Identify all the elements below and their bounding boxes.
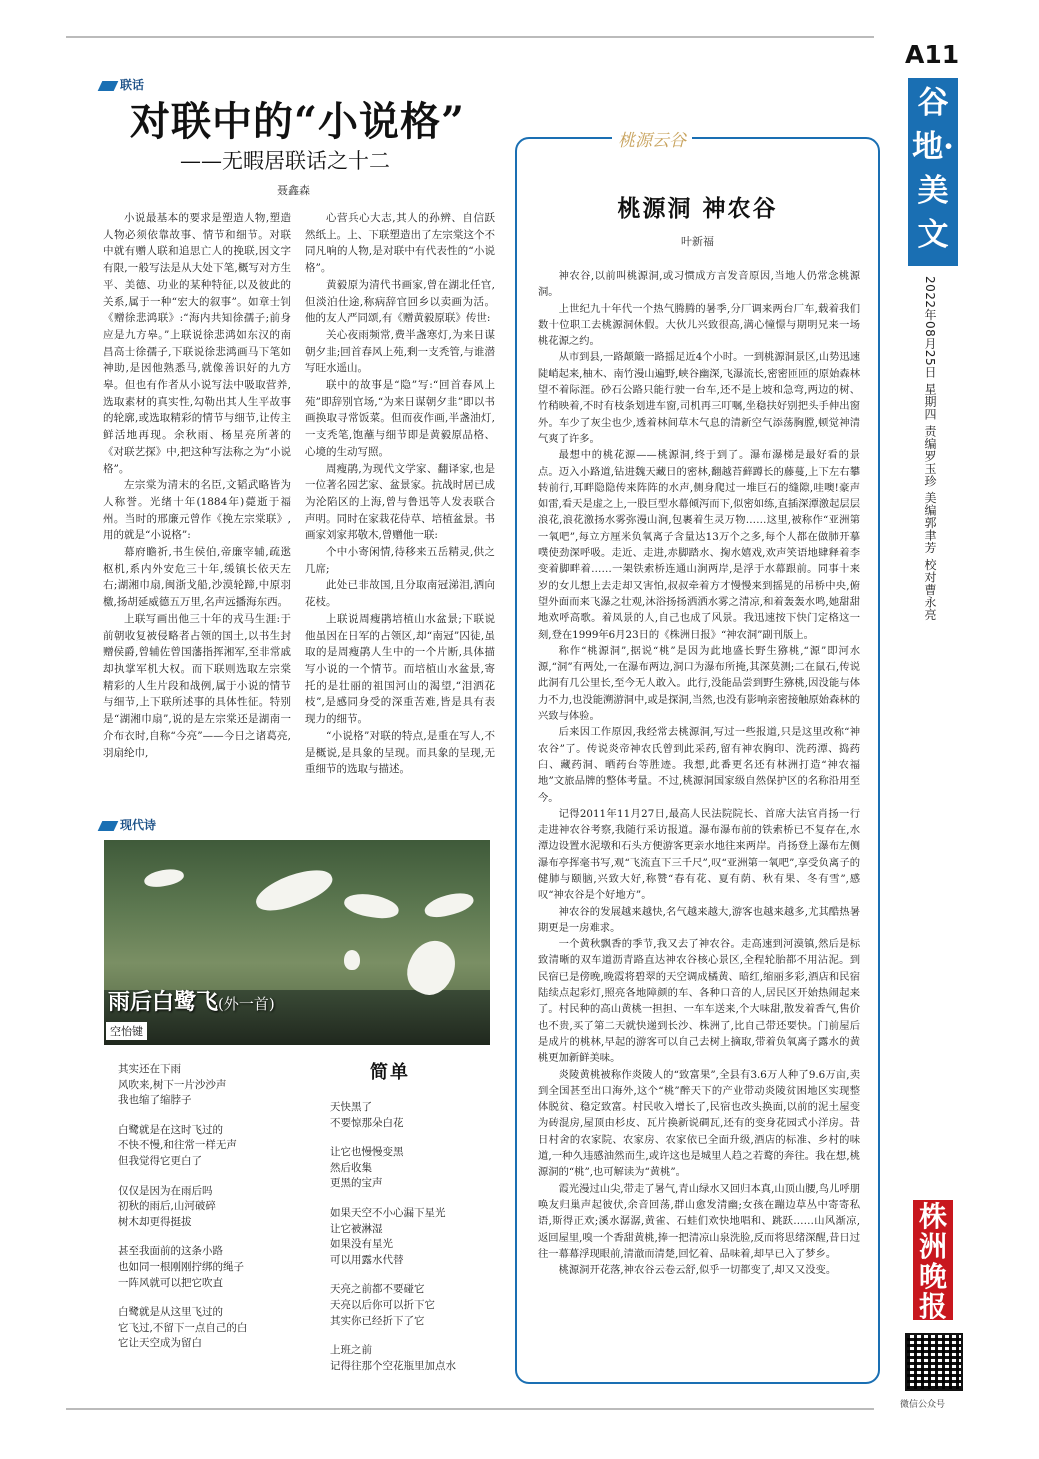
poem-line: 如果天空不小心漏下星光 — [330, 1206, 446, 1219]
poem-line: 其实还在下雨 — [118, 1063, 181, 1075]
poem-author: 空怡键 — [106, 1022, 147, 1040]
article-author: 聂鑫森 — [277, 184, 310, 197]
bottom-rule — [66, 1408, 874, 1410]
poem-line: 记得往那个空花瓶里加点水 — [330, 1359, 456, 1372]
poem-line: 不要惊那朵白花 — [330, 1116, 404, 1129]
top-rule — [66, 36, 874, 38]
essay-body: 神农谷,以前叫桃源洞,或习惯成方言发音原因,当地人仍常念桃源洞。 上世纪九十年代一个热气腾腾的暑季,分厂调来两台厂车,载着我们数十位职工去桃源洞休假。大伙儿兴致很高,满心憧憬与期明兄来一场桃花源之约。 从市到县,一路颠簸一路摇足近4个小时。一到桃源洞景区,山势迅速陡峭起来,柚木、南竹漫山遍野,峡谷幽深,飞瀑流长,密密匝匝的原始森林望不着际涯。砂石公路只能行驶一台车,还不是上坡和急弯,两边的树、竹稍映着,不时有枝条划进车窗,司机再三叮嘱,坐稳扶好别把头手伸出窗外。车少了灰尘也少,透着林间草木气息的清新空气添荡胸膛,顿觉神清气爽了许多。 最想中的桃花源——桃源洞,终于到了。瀑布瀑梯是最好看的景点。迈入小路道,钻进魏天藏日的密林,翻越苔藓蹲长的藤蔓,上下左右攀转前行,耳畔隐隐传来阵阵的水声,侧身爬过一堆巨石的缝隙,哇噢!豪声如雷,看天是虚之上,一股巨型水幕倾泻而下,似密如练,直插深潭激起层层浪花,浪花激扬水雾弥漫山涧,包裹着生灵万物……这里,被称作“亚洲第一氧吧”,每立方厘米负氧离子含量达13万个之多,每个人都在做肺开摹噗使劲深呼吸。走近、走进,赤脚踏水、掬水嬉戏,欢声笑语地肆释着李变着脚畔着……一架铁索桥连通山涧两岸,是浮于水幕跟前。同事十来岁的女儿想上去走却又害怕,叔叔牵着方才慢慢来到摇晃的吊桥中央,俯望外面而来飞瀑之壮观,沐浴扬扬洒洒水雾之清凉,和着轰轰水鸣,她甜甜地欢呼高歌。着凤景的人,自己也成了风景。我迅速按下快门定格这一刻,登在1999年6月23日的《株洲日报》“神农洞”副刊版上。 称作“桃源洞”,据说“桃”是因为此地盛长野生猕桃,“源”即河水源,“洞”有两处,一在瀑布两边,洞口为瀑布所掩,其深莫测;二在鼠石,传说此洞有几公里长,至今无人敢入。此行,没能品尝到野生猕桃,因没能与体力不力,也没能溯游洞中,或是探洞,当然,也没有影响亲密接触原始森林的兴致与体验。 后来因工作原因,我经常去桃源洞,写过一些报道,只是这里改称“神农谷”了。传说炎帝神农氏曾到此采药,留有神农胸印、洗药潭、捣药臼、藏药洞、晒药台等胜迹。我想,此番更名还有林洲打造“神农福地”文旅品牌的整体考量。不过,桃源洞国家级自然保护区的名称沿用至今。 记得2011年11月27日,最高人民法院院长、首席大法官肖扬一行走进神农谷考察,我随行采访报道。瀑布瀑布前的铁索桥已不复存在,水潭边设置水泥墩和石头方便游客更亲水地往来两岸。肖扬登上瀑布左侧瀑布亭挥毫书写,观“飞流直下三千尺”,叹“亚洲第一氧吧”,享受负离子的健肺与颐脑,兴致大好,称赞“春有花、夏有荫、秋有果、冬有雪”,感叹“神农谷是个好地方”。 神农谷的发展越来越快,名气越来越大,游客也越来越多,尤其酷热暑期更是一房难求。 一个黄秋飘香的季节,我又去了神农谷。走高速到河漠镇,然后是标致清晰的双车道沥青路直达神农谷核心景区,全程轮胎都不用沾泥。到民宿已是傍晚,晚霞将碧翠的天空调成橘黄、暗红,缩丽多彩,酒店和民宿陆续点起彩灯,照亮各地障颜的车、各种口音的人,居民区开始热闹起来了。村民种的高山黄桃一担担、一车车送来,个大味甜,散发着香气,售价也不贵,买了第二天就快递到长沙、株洲了,比自己带还要快。门前屋后是成片的桃林,早起的游客可以自己去树上摘取,带着负氧离子露水的黄桃更加新鲜美味。 炎陵黄桃被称作炎陵人的“致富果”,全县有3.6万人种了9.6万亩,卖到全国甚至出口海外,这个“桃”醉天下的产业带动炎陵贫困地区实现整体脱贫、稳定致富。村民收入增长了,民宿也改头换面,以前的泥土屋变为砖混房,屋顶由杉皮、瓦片换新说碉瓦,还有的变身花园式小洋房。昔日村舍的农家院、农家房、农家依已全面升级,酒店的标准、乡村的味道,一种久违感油然而生,或许这也是城里人趋之若鹜的奔往。我在想,桃源洞的“桃”,也可解读为“黄桃”。 霞光漫过山尖,带走了暑气,青山绿水又回归本真,山顶山腰,鸟儿呼朋唤友归巢声起彼伏,余音回荡,群山愈发清幽;女孩在蹦边草丛中寄寄私语,斯得正欢;溪水潺潺,黄雀、石蛙们欢快地唱和、跳跃……山风渐凉,返回屋里,嗅一个香甜黄桃,捧一把清凉山泉洗脸,反而将思绪深醒,昔日过往一幕幕浮现眼前,清澈而清楚,回忆着、品味着,却早已入了梦乡。 桃源洞开花落,神农谷云卷云舒,似乎一切都变了,却又又没变。 — [538, 270, 861, 1277]
poem-2 — [330, 1100, 456, 1374]
poem-line: 但我觉得它更白了 — [118, 1154, 202, 1167]
egret-3 — [343, 890, 401, 921]
poem-line: 它飞过,不留下一点自己的白 — [118, 1321, 248, 1334]
stanza-gap — [118, 1291, 247, 1305]
poem-line: 白鹭就是从这里飞过的 — [118, 1306, 223, 1319]
egret-4 — [422, 889, 475, 921]
poem-line: 让它被淋湿 — [330, 1222, 383, 1235]
essay-title: 桃源洞 神农谷 — [617, 195, 778, 222]
poem-line: 天亮之前都不要碰它 — [330, 1283, 425, 1296]
poem-line: 它让天空成为留白 — [118, 1337, 202, 1350]
essay-author: 叶新福 — [681, 235, 714, 248]
poem-line: 初秋的雨后,山河破碎 — [118, 1200, 216, 1213]
poem-line: 天亮以后你可以折下它 — [330, 1298, 435, 1311]
article-column-2: 心营兵心大志,其人的孙辨、自信跃然纸上。上、下联塑造出了左宗棠这个不同凡响的人物,是对联中有代表性的“小说格”。 黄毅原为清代书画家,曾在湖北任官,但淡泊仕途,称病辞官回乡以卖画为活。他的友人严同颂,有《赠黄毅原联》传世: 关心夜雨频常,费半盏寒灯,为来日谋朝夕韭;回首春风上苑,剩一支秃管,与谁潜写旺水遥山。 联中的故事是“隐”写:“回首春风上苑”即辞别官场,“为来日谋朝夕韭”即以书画换取寻常饭菜。但而夜作画,半盏油灯,一支秃笔,饱蘸与细节即是黄毅原品格、心境的生动写照。 周瘦鹃,为现代文学家、翻译家,也是一位著名园艺家、盆景家。抗战时居已成为沦陷区的上海,曾与鲁迅等人发表联合声明。同时在家栽花侍草、培植盆景。书画家刘家邦敬木,曾赠他一联: 个中小寄闲情,待移来五岳精灵,供之几席; 此处已非故国,且分取南冠涕泪,洒向花枝。 上联说周瘦鹃培植山水盆景;下联说他虽因在日军的占领区,却“南冠”囚徒,虽取的是周瘦鹃人生中的一个片断,具体描写小说的一个情节。而培植山水盆景,寄托的是壮丽的祖国河山的渴望,“泪洒花枝”,是感同身受的深重苦难,皆是具有表现力的细节。 “小说格”对联的特点,是重在写人,不是概说,是具象的呈现。而具象的呈现,无重细节的选取与描述。 — [305, 212, 495, 776]
poem-line: 我也缩了缩脖子 — [118, 1094, 192, 1107]
tag-marker-icon — [98, 81, 119, 91]
stanza-gap — [118, 1109, 247, 1123]
poem-line: 白鹭就是在这时飞过的 — [118, 1123, 223, 1136]
poem-line: 也如同一根刚刚拧绑的绳子 — [118, 1260, 244, 1273]
stanza-gap — [118, 1170, 247, 1184]
poem-line: 可以用露水代替 — [330, 1253, 404, 1266]
poem-line: 不快不慢,和往常一样无声 — [118, 1139, 237, 1152]
article-title: 对联中的“小说格” — [130, 98, 466, 145]
poem-line: 其实你已经折下了它 — [330, 1314, 425, 1327]
egret-2 — [143, 867, 185, 890]
section-tag-couplets: 联话 — [100, 76, 144, 93]
article-column-1: 小说最基本的要求是塑造人物,塑造人物必须依靠故事、情节和细节。对联中就有赠人联和追思亡人的挽联,因文字有限,一般写法是从大处下笔,概写对方生平、美德、功业的某种特征,以及彼此的关系,属于一种“宏大的叙事”。如章士钊《赠徐悲鸿联》:“海内共知徐孺子;前身应是九方皋。”上联说徐悲鸿如东汉的南昌高士徐孺子,下联说徐悲鸿画马下笔如神助,是因他熟悉马,就像善识好的九方皋。但也有作者从小说写法中吸取营养,选取素材的真实性,勾勒出其人生平故事的轮廓,或选取精彩的情节与细节,让传主鲜活地再现。余秋雨、杨星亮所著的《对联艺探》中,把这种写法称之为“小说格”。 左宗棠为清末的名臣,文韬武略皆为人称誉。光绪十年(1884年)薨逝于福州。当时的邢廉元曾作《挽左宗棠联》,用的就是“小说格”: 幕府瞻祈,书生侯伯,帝廉宰辅,疏逖枢机,系内外安危三十年,缓镇长依天左右;湖湘巾扇,闽浙戈船,沙漠轮蹄,中原羽檄,扬胡延威德五万里,名声远播海东西。 上联写画出他三十年的戎马生涯:于前朝收复被侵略者占领的国土,以书生封赠侯爵,曾辅佐曾国藩指挥湘军,至非常戚却执掌军机大权。而下联则选取左宗棠精彩的人生片段和战例,属于小说的情节与细节,上下联所述事的具体性征。特别是“湖湘巾扇”,说的是左宗棠还是湖南一介布衣时,自称“今亮”——今日之诸葛亮,羽扇纶巾, — [103, 212, 291, 759]
stanza-gap — [118, 1230, 247, 1244]
poem-line: 风吹来,树下一片沙沙声 — [118, 1078, 227, 1091]
qr-code-icon — [905, 1333, 963, 1391]
poem-2-title: 简单 — [370, 1062, 410, 1083]
qr-caption: 微信公众号 — [900, 1400, 946, 1410]
page-number: A11 — [905, 40, 960, 69]
poem-1 — [118, 1062, 247, 1352]
poem-line: 让它也慢慢变黑 — [330, 1146, 404, 1159]
poem-line: 上班之前 — [330, 1344, 372, 1357]
poem-line: 仅仅是因为在雨后吗 — [118, 1184, 213, 1197]
poem-line: 然后收集 — [330, 1161, 372, 1174]
poem-line: 甚至我面前的这条小路 — [118, 1245, 223, 1258]
egret-1 — [251, 862, 336, 918]
newspaper-logo: 株洲晚报 — [913, 1200, 953, 1320]
essay-box-header: 桃源云谷 — [612, 126, 692, 151]
section-title: 谷地·美文 — [908, 78, 958, 266]
poem-line: 更黑的宝声 — [330, 1177, 383, 1190]
section-tag-poetry: 现代诗 — [100, 816, 156, 833]
poem-image-title: 雨后白鹭飞(外一首) — [108, 989, 275, 1015]
tag-marker-icon — [98, 821, 119, 831]
poem-line: 如果没有星光 — [330, 1238, 393, 1251]
stanza-gap — [330, 1329, 456, 1343]
date-line: 2022年08月25日 星期四 责编罗玉珍 美编郭聿芳 校对曹永亮 — [923, 276, 937, 621]
egret-6 — [344, 950, 360, 970]
stanza-gap — [330, 1268, 456, 1282]
poem-line: 天快黑了 — [330, 1101, 372, 1113]
stanza-gap — [330, 1131, 456, 1145]
article-subtitle: ——无暇居联话之十二 — [180, 149, 390, 173]
poem-line: 一阵风就可以把它吹直 — [118, 1276, 223, 1289]
poem-line: 树木却更得挺拔 — [118, 1215, 192, 1228]
stanza-gap — [330, 1192, 456, 1206]
